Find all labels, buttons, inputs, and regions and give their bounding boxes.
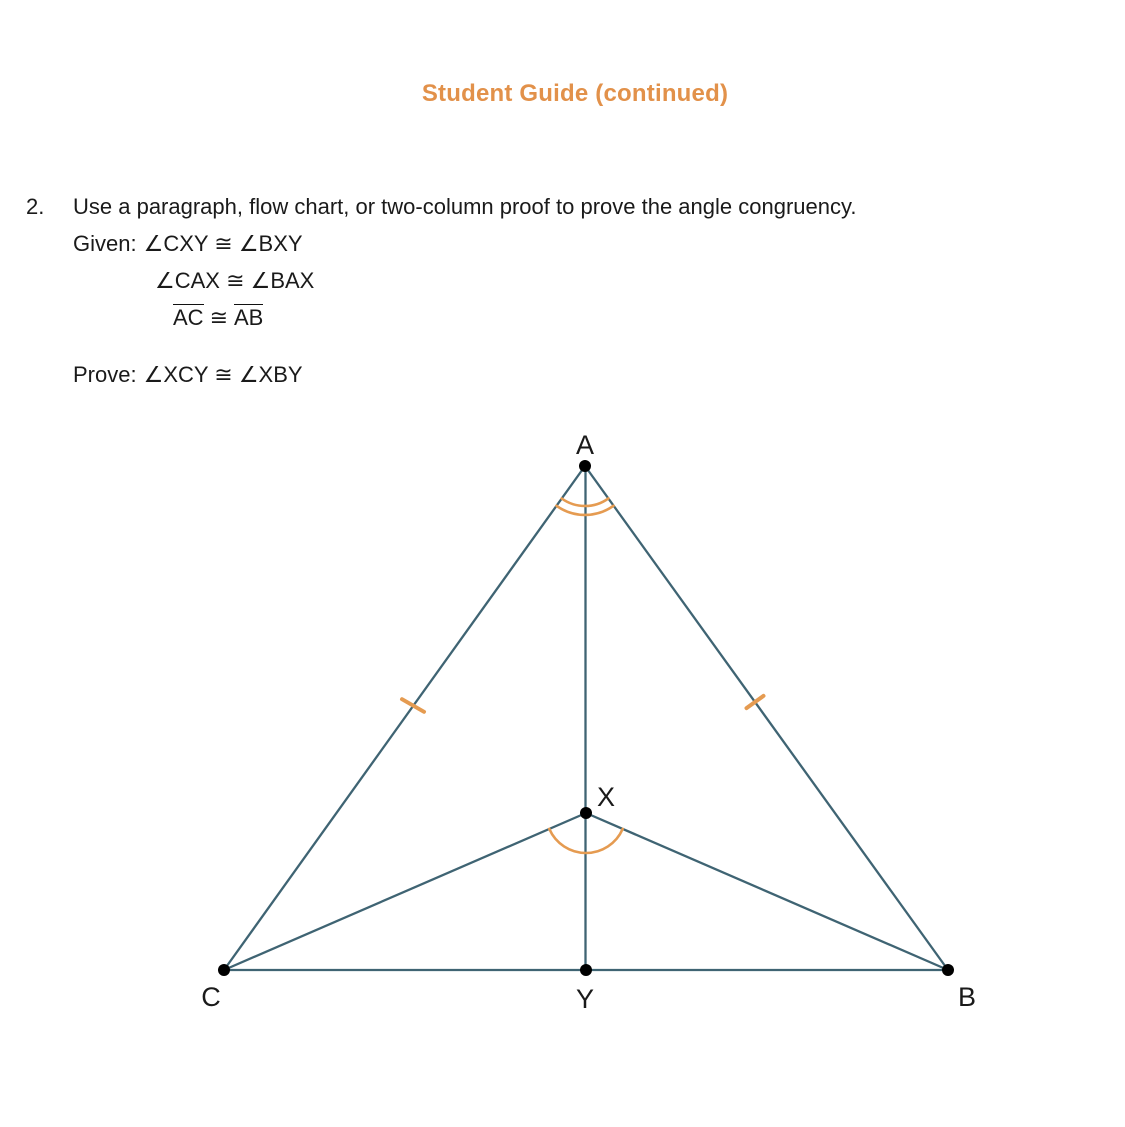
prove-text: ∠XCY ≅ ∠XBY	[143, 362, 303, 387]
segment-AB-notation: AB	[234, 305, 264, 330]
segment-AC	[224, 466, 585, 970]
point-X	[580, 807, 592, 819]
segment-XB	[586, 813, 948, 970]
prove-label: Prove:	[73, 362, 137, 387]
tick-mark-AB	[747, 696, 764, 708]
point-A	[579, 460, 591, 472]
label-Y: Y	[575, 984, 595, 1014]
page-title: Student Guide (continued)	[421, 80, 729, 107]
segment-XC	[224, 813, 586, 970]
label-B: B	[957, 982, 977, 1012]
given-label: Given:	[73, 231, 137, 256]
tick-mark-AC	[402, 699, 424, 712]
segment-AC-notation: AC	[173, 305, 204, 330]
label-C: C	[201, 982, 221, 1012]
given-line1-text: ∠CXY ≅ ∠BXY	[143, 231, 303, 256]
point-C	[218, 964, 230, 976]
given-line2-text: ∠CAX ≅ ∠BAX	[155, 268, 315, 293]
question-prompt: Use a paragraph, flow chart, or two-column proof to prove the angle congruency.	[73, 194, 857, 219]
congruent-symbol: ≅	[209, 305, 228, 330]
question-number: 2.	[26, 194, 45, 219]
segment-AB	[585, 466, 948, 970]
point-Y	[580, 964, 592, 976]
point-B	[942, 964, 954, 976]
label-A: A	[575, 430, 595, 460]
label-X: X	[597, 782, 616, 812]
